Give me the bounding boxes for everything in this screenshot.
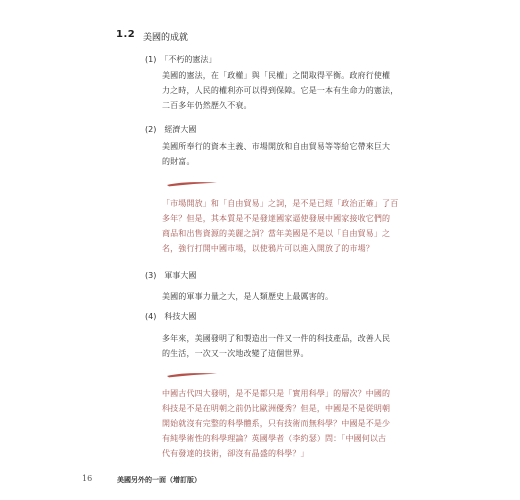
brush-stroke-shape <box>167 182 217 186</box>
brush-stroke-decoration-2 <box>166 372 218 378</box>
item-2-line-1: 美國所奉行的資本主義、市場開放和自由貿易等等給它帶來巨大 <box>162 142 391 151</box>
running-footer-title: 美國另外的一面（增訂版） <box>117 476 201 484</box>
item-1-line-3: 二百多年仍然歷久不衰。 <box>162 101 252 110</box>
item-4-quote-line-1: 中國古代四大發明，是不是都只是「實用科學」的層次？中國的 <box>162 389 391 398</box>
item-2-quote-line-4: 名，強行打開中國市場，以使鴉片可以進入開放了的市場？ <box>162 244 374 253</box>
page-number: 16 <box>82 474 93 483</box>
section-number: 1.2 <box>116 29 136 40</box>
item-2-line-2: 的財富。 <box>162 157 195 166</box>
item-2-quote-line-3: 商品和出售資源的美麗之詞？當年美國是不是以「自由貿易」之 <box>162 229 391 238</box>
item-4-quote-line-2: 科技是不是在明朝之前仍比歐洲優秀？但是，中國是不是從明朝 <box>162 404 391 413</box>
item-4-quote-line-3: 開始就沒有完整的科學體系，只有技術而無科學？中國是不是少 <box>162 419 391 428</box>
item-4-quote-line-4: 有純學術性的科學理論？英國學者（李約瑟）問：「中國何以古 <box>162 434 387 443</box>
item-1-body <box>162 68 398 113</box>
item-1-line-1: 美國的憲法，在「政權」與「民權」之間取得平衡。政府行使權 <box>162 71 391 80</box>
item-4-heading: (4) 科技大國 <box>145 312 197 321</box>
item-4-line-2: 的生活，一次又一次地改變了這個世界。 <box>162 349 309 358</box>
item-2-quote-line-1: 「市場開放」和「自由貿易」之詞，是不是已經「政治正確」了百 <box>162 199 399 208</box>
brush-stroke-decoration <box>166 181 218 187</box>
item-2-body <box>162 139 390 169</box>
item-4-body <box>162 331 390 361</box>
section-title: 美國的成就 <box>143 33 189 43</box>
item-2-commentary <box>162 196 398 256</box>
item-4-line-1: 多年來，美國發明了和製造出一件又一件的科技產品，改善人民 <box>162 334 391 343</box>
brush-stroke-shape-2 <box>167 373 217 377</box>
item-2-quote-line-2: 多年？但是，其本質是不是發達國家逼使發展中國家接收它們的 <box>162 214 391 223</box>
item-3-body <box>162 289 333 304</box>
item-3-heading: (3) 軍事大國 <box>145 271 197 280</box>
item-1-line-2: 力之時，人民的權利亦可以得到保障。它是一本有生命力的憲法， <box>162 86 399 95</box>
item-3-line-1: 美國的軍事力量之大，是人類歷史上最厲害的。 <box>162 292 334 301</box>
item-1-heading: (1) 「不朽的憲法」 <box>145 55 217 64</box>
item-2-heading: (2) 經濟大國 <box>145 125 197 134</box>
item-4-commentary <box>162 386 390 461</box>
item-4-quote-line-5: 代有發達的技術，卻沒有晶盛的科學？」 <box>162 449 309 458</box>
